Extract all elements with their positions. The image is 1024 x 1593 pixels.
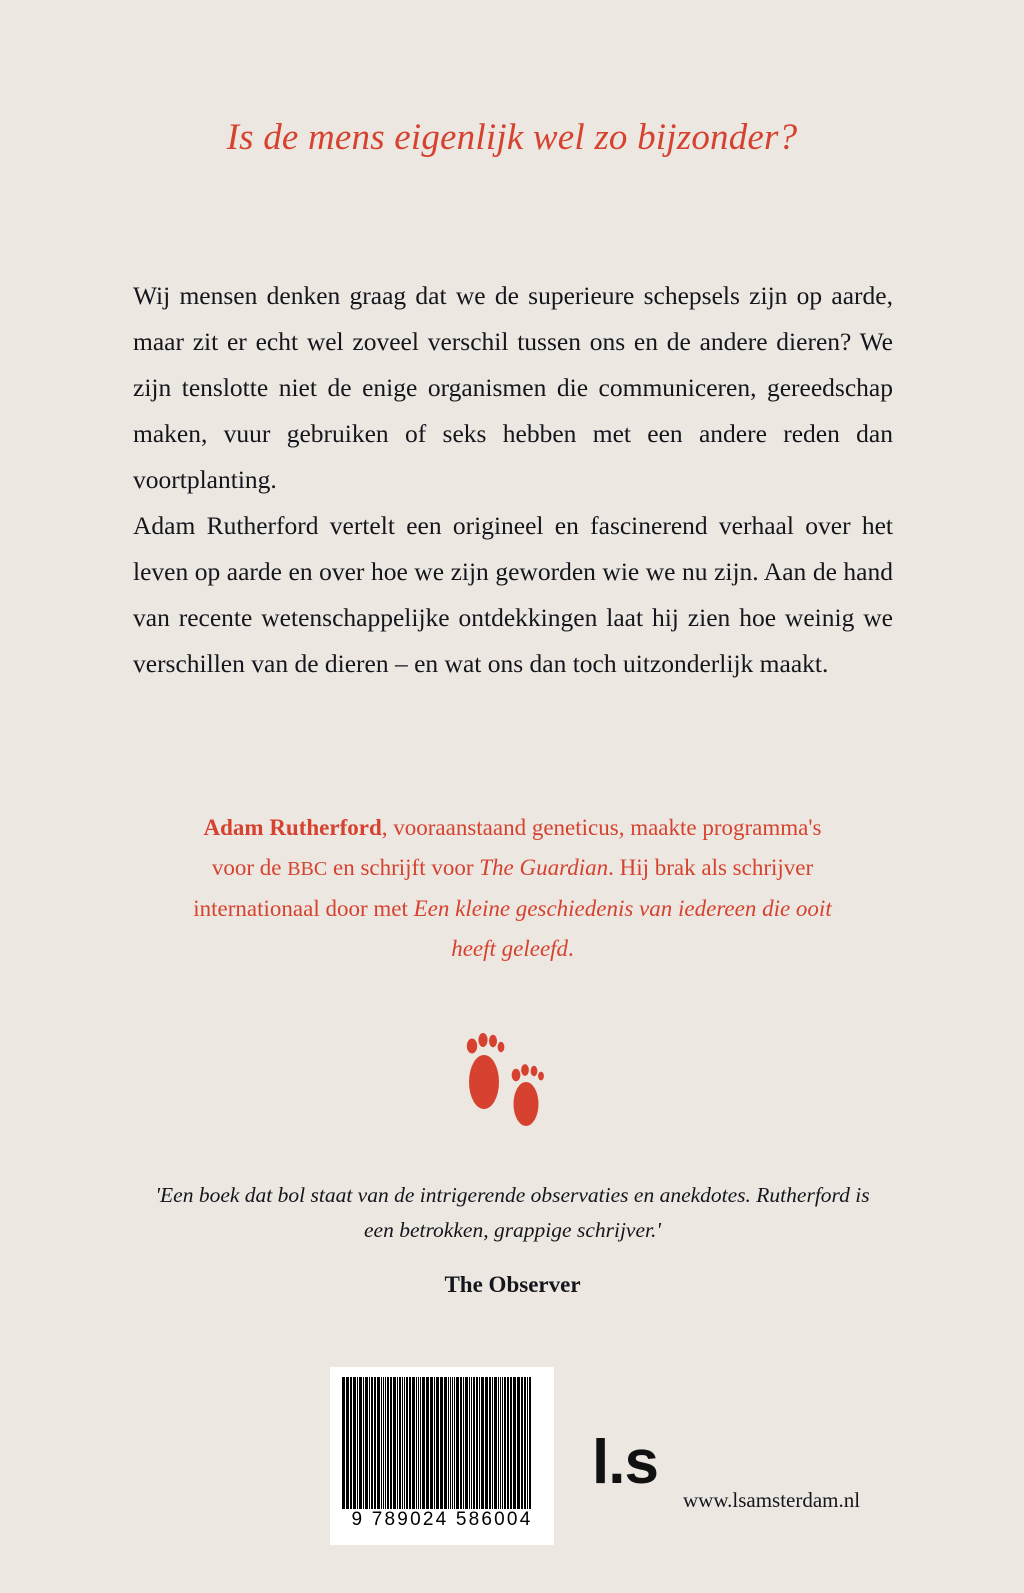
blurb-text xyxy=(133,273,893,687)
footprints-icon xyxy=(0,1024,1024,1144)
barcode-number: 9 789024 586004 xyxy=(351,1509,533,1530)
author-note-part-1: , vooraanstaand geneticus, maakte programma's voor de xyxy=(211,815,822,880)
previous-book-title: Een kleine geschiedenis van iedereen die ooit heeft geleefd xyxy=(413,896,832,961)
bbc-label: BBC xyxy=(287,858,328,880)
blurb-paragraph-2: Adam Rutherford vertelt een origineel en fascinerend verhaal over het leven op aarde en over hoe we zijn geworden wie we nu zijn. Aan de hand van recente wetenschappelijke ontdekkingen laat hij zien hoe weinig we verschillen van de dieren – en wat ons dan toch uitzonderlijk maakt. xyxy=(133,511,893,678)
blurb-paragraph-1: Wij mensen denken graag dat we de superieure schepsels zijn op aarde, maar zit er echt wel zoveel verschil tussen ons en de andere dieren? We zijn tenslotte niet de enige organismen die communiceren, gereedschap maken, vuur gebruiken of seks hebben met een andere reden dan voortplanting. xyxy=(133,281,893,494)
barcode-bars xyxy=(342,1377,542,1509)
guardian-title: The Guardian xyxy=(479,855,609,880)
review-quote: 'Een boek dat bol staat van de intrigerende observaties en anekdotes. Rutherford is een betrokken, grappige schrijver.' xyxy=(155,1183,870,1242)
author-note-part-4: . xyxy=(568,936,574,961)
author-note xyxy=(190,808,835,969)
author-name: Adam Rutherford xyxy=(203,815,382,840)
author-note-part-2: en schrijft voor xyxy=(327,855,480,880)
review-source: The Observer xyxy=(444,1272,581,1297)
page-title: Is de mens eigenlijk wel zo bijzonder? xyxy=(226,117,798,158)
publisher-website[interactable]: www.lsamsterdam.nl xyxy=(683,1488,861,1512)
barcode xyxy=(330,1367,554,1545)
publisher-logo: l.s xyxy=(592,1428,658,1497)
author-note-part-3: . Hij brak als schrijver internationaal door met xyxy=(193,855,814,921)
